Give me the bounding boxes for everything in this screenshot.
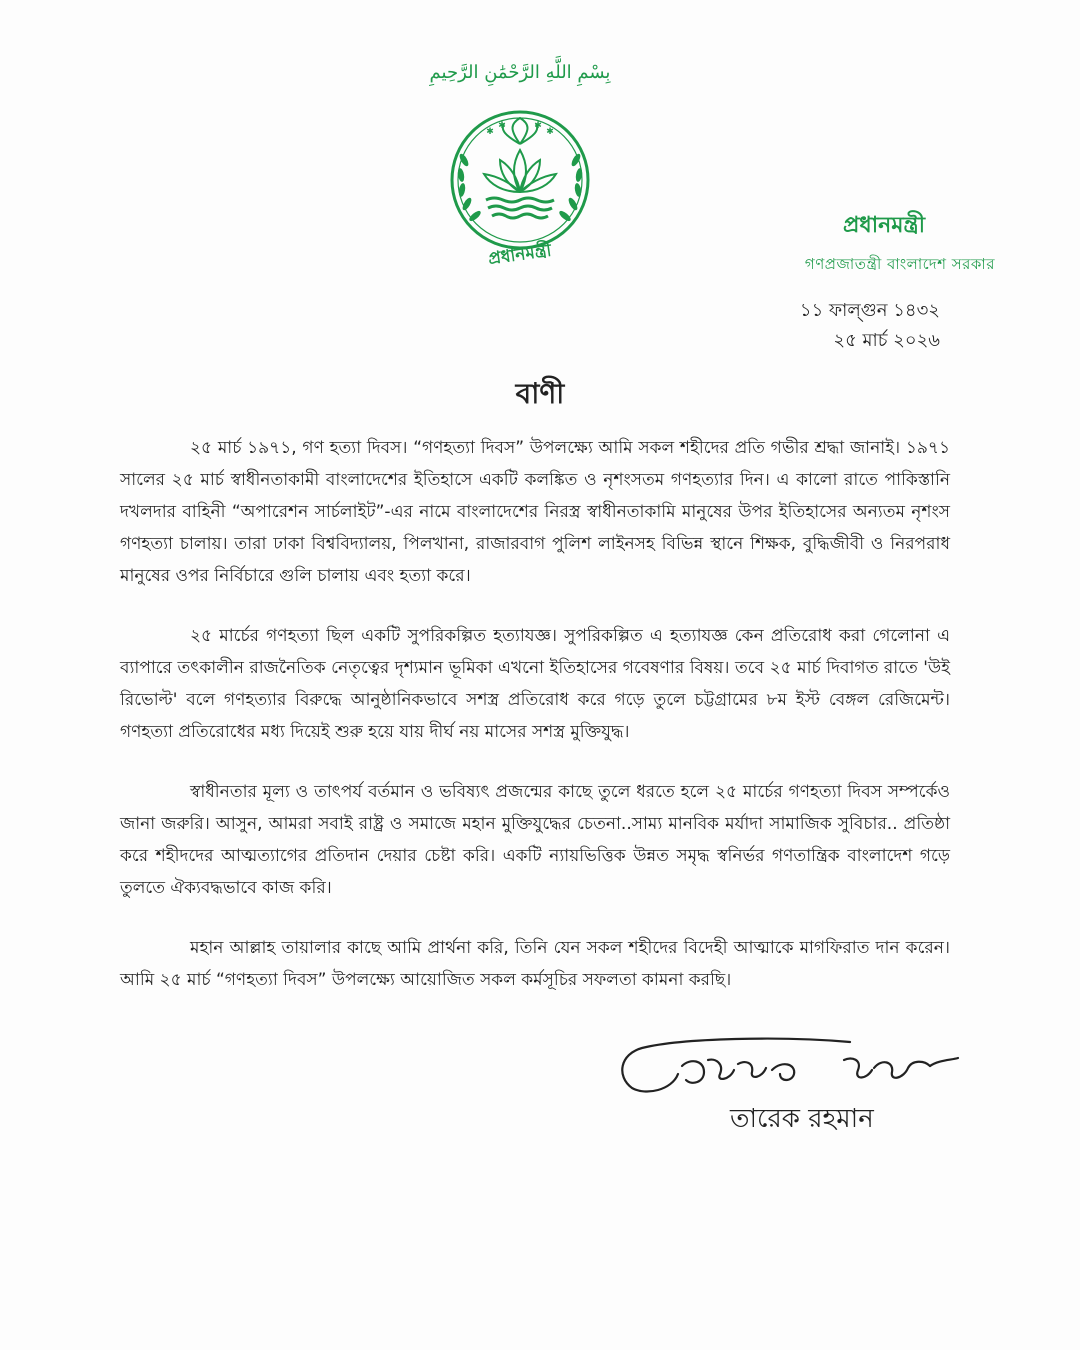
date-block [800, 296, 940, 356]
svg-text:✱: ✱ [486, 127, 494, 137]
office-title: প্রধানমন্ত্রী [842, 213, 925, 238]
message-heading: বাণী [515, 377, 565, 410]
gregorian-date: ২৫ মার্চ ২০২৬ [833, 330, 940, 351]
svg-text:✱: ✱ [546, 127, 554, 137]
bismillah-calligraphy: بِسْمِ اللَّهِ الرَّحْمَٰنِ الرَّحِيمِ [429, 62, 611, 83]
office-subtitle: গণপ্রজাতন্ত্রী বাংলাদেশ সরকার [804, 255, 995, 273]
svg-text:✱: ✱ [534, 121, 542, 131]
signer-name: তারেক রহমান [730, 1104, 874, 1134]
paragraph: মহান আল্লাহ তায়ালার কাছে আমি প্রার্থনা করি, তিনি যেন সকল শহীদের বিদেহী আত্মাকে মাগফিরাত দান করেন। আমি ২৫ মার্চ “গণহত্যা দিবস” উপলক্ষ্যে আয়োজিত সকল কর্মসূচির সফলতা কামনা করছি। [120, 938, 950, 990]
message-body [120, 432, 950, 1024]
svg-text:✱: ✱ [498, 121, 506, 131]
office-block [805, 208, 995, 278]
seal-label: প্রধানমন্ত্রী [487, 240, 553, 270]
prime-minister-seal [440, 100, 600, 270]
paragraph: ২৫ মার্চের গণহত্যা ছিল একটি সুপরিকল্পিত হত্যাযজ্ঞ। সুপরিকল্পিত এ হত্যাযজ্ঞ কেন প্রতিরোধ করা গেলোনা এ ব্যাপারে তৎকালীন রাজনৈতিক নেতৃত্বের দৃশ্যমান ভূমিকা এখনো ইতিহাসের গবেষণার বিষয়। তবে ২৫ মার্চ দিবাগত রাতে 'উই রিভোল্ট' বলে গণহত্যার বিরুদ্ধে আনুষ্ঠানিকভাবে সশস্ত্র প্রতিরোধ করে গড়ে তুলে চট্টগ্রামের ৮ম ইস্ট বেঙ্গল রেজিমেন্ট। গণহত্যা প্রতিরোধের মধ্য দিয়েই শুরু হয়ে যায় দীর্ঘ নয় মাসের সশস্ত্র মুক্তিযুদ্ধ। [120, 626, 950, 742]
paragraph: স্বাধীনতার মূল্য ও তাৎপর্য বর্তমান ও ভবিষ্যৎ প্রজন্মের কাছে তুলে ধরতে হলে ২৫ মার্চের গণহত্যা দিবস সম্পর্কেও জানা জরুরি। আসুন, আমরা সবাই রাষ্ট্র ও সমাজে মহান মুক্তিযুদ্ধের চেতনা..সাম্য মানবিক মর্যাদা সামাজিক সুবিচার.. প্রতিষ্ঠা করে শহীদদের আত্মত্যাগের প্রতিদান দেয়ার চেষ্টা করি। একটি ন্যায়ভিত্তিক উন্নত সমৃদ্ধ স্বনির্ভর গণতান্ত্রিক বাংলাদেশ গড়ে তুলতে ঐক্যবদ্ধভাবে কাজ করি। [120, 782, 950, 898]
paragraph: ২৫ মার্চ ১৯৭১, গণ হত্যা দিবস। “গণহত্যা দিবস” উপলক্ষ্যে আমি সকল শহীদের প্রতি গভীর শ্রদ্ধা জানাই। ১৯৭১ সালের ২৫ মার্চ স্বাধীনতাকামী বাংলাদেশের ইতিহাসে একটি কলঙ্কিত ও নৃশংসতম গণহত্যার দিন। এ কালো রাতে পাকিস্তানি দখলদার বাহিনী “অপারেশন সার্চলাইট”-এর নামে বাংলাদেশের নিরস্ত্র স্বাধীনতাকামি মানুষের উপর ইতিহাসের অন্যতম নৃশংস গণহত্যা চালায়। তারা ঢাকা বিশ্ববিদ্যালয়, পিলখানা, রাজারবাগ পুলিশ লাইনসহ বিভিন্ন স্থানে শিক্ষক, বুদ্ধিজীবী ও নিরপরাধ মানুষের ওপর নির্বিচারে গুলি চালায় এবং হত্যা করে। [120, 438, 950, 586]
bangla-date: ১১ ফাল্গুন ১৪৩২ [799, 300, 940, 321]
